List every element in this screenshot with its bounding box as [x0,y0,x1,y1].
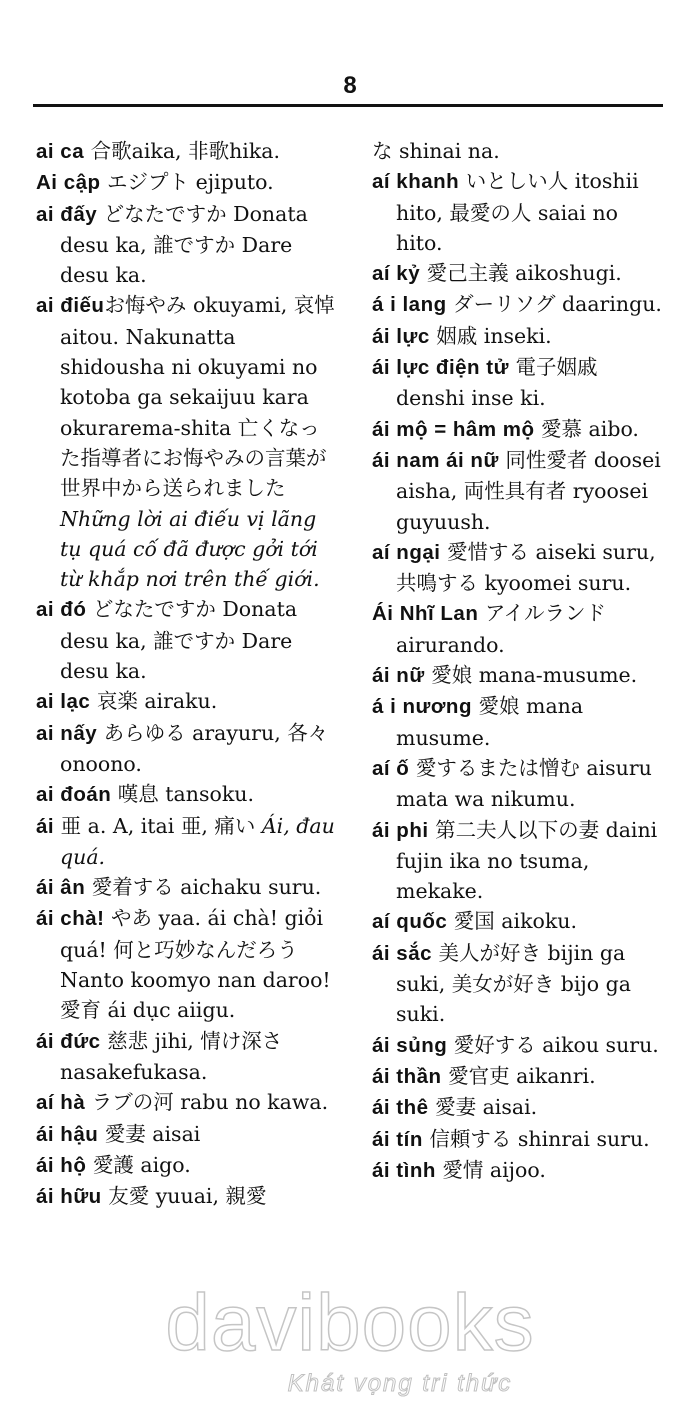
definition: 愛娘 mana-musume. [424,663,638,688]
headword: ái đức [36,1029,101,1053]
definition: 愛娘 mana musume. [396,694,584,750]
definition: 哀楽 airaku. [90,689,218,714]
definition: 愛己主義 aikoshugi. [420,261,622,286]
watermark-slogan: Khát vọng tri thức [287,1370,513,1397]
dictionary-entry [372,445,670,537]
dictionary-entry [36,167,336,198]
definition: 嘆息 tansoku. [111,782,254,807]
headword: ai điếu [36,294,105,318]
headword: aí hà [36,1091,86,1115]
dictionary-entry [36,811,336,873]
dictionary-entry-continued [372,136,670,166]
dictionary-entry [372,321,670,352]
headword: ai đó [36,598,87,622]
definition: 合歌aika, 非歌hika. [84,139,281,163]
definition: 亜 a. A, itai 亜, 痛い [54,813,262,838]
definition: 愛官吏 aikanri. [441,1063,596,1088]
dictionary-entry [372,537,670,599]
dictionary-entry [36,686,336,717]
definition: 信頼する shinrai suru. [422,1126,650,1151]
dictionary-entry [372,1061,670,1092]
dictionary-entry [36,1119,336,1150]
definition: お悔やみ okuyami, 哀悼 aitou. Nakunatta shidousha ni okuyami no kotoba ga sekaijuu kara okurarema-shita 亡くなった指導者にお悔やみの言葉が世界中から送られました [60,293,335,501]
dictionary-entry [372,1030,670,1061]
dictionary-entry [372,598,670,660]
dictionary-entry [36,1087,336,1118]
headword: ái sủng [372,1033,448,1057]
definition: 愛妻 aisai. [428,1095,538,1120]
definition: いとしい人 itoshii hito, 最愛の人 saiai no hito. [396,169,639,255]
definition: 慈悲 jihi, 情け深さ nasakefukasa. [60,1028,283,1084]
right-column [372,136,670,1186]
definition: 姻戚 inseki. [429,323,552,348]
dictionary-entry [36,779,336,810]
example-translation: Những lời ai điếu vị lãng tụ quá cố đã được gởi tới từ khắp nơi trên thế giới. [60,506,320,592]
left-column [36,136,336,1212]
definition: 愛情 aijoo. [435,1157,546,1182]
headword: ái mộ = hâm mộ [372,417,535,441]
headword: ai lạc [36,690,91,714]
definition: 愛するまたは憎む aisuru mata wa nikumu. [396,755,652,812]
dictionary-entry [36,1181,336,1212]
dictionary-entry [372,1092,670,1123]
definition: 第二夫人以下の妻 daini fujin ika no tsuma, mekake. [396,817,658,904]
definition: 愛好する aikou suru. [447,1032,659,1057]
dictionary-entry [36,136,336,167]
headword: ái hộ [36,1153,87,1177]
headword: Ai cập [36,171,101,195]
header-rule [33,104,663,107]
dictionary-entry [372,815,670,907]
headword: ái lực [372,324,430,348]
headword: ái tình [372,1158,436,1182]
definition: 愛妻 aisai [98,1121,201,1146]
dictionary-entry [372,660,670,691]
definition: どなたですか Donata desu ka, 誰ですか Dare desu ka. [60,597,298,684]
dictionary-entry [372,166,670,258]
dictionary-entry [372,289,670,320]
dictionary-entry [36,872,336,903]
headword: aí ngại [372,540,441,564]
dictionary-entry [372,938,670,1030]
dictionary-entry [372,691,670,753]
definition: ラブの河 rabu no kawa. [85,1090,329,1115]
definition: あらゆる arayuru, 各々 onoono. [60,720,329,776]
headword: ái tín [372,1127,423,1151]
dictionary-entry [372,1124,670,1155]
dictionary-entry [36,718,336,780]
definition: どなたですか Donata desu ka, 誰ですか Dare desu ka. [60,201,308,288]
headword: á i lang [372,293,447,317]
dictionary-entry [36,199,336,291]
page-number: 8 [343,72,357,99]
definition: ダーリソグ daaringu. [446,292,662,317]
headword: ái thần [372,1064,442,1088]
headword: aí kỷ [372,262,421,286]
headword: ái thê [372,1096,429,1120]
headword: ái hậu [36,1122,99,1146]
dictionary-entry [372,1155,670,1186]
dictionary-entry [372,906,670,937]
headword: ái ân [36,876,86,900]
headword: ái sắc [372,941,432,965]
definition: な shinai na. [372,139,500,163]
headword: aí quốc [372,910,448,934]
headword: ái lực điện tử [372,356,509,380]
example-translation: Ái, đau quá. [60,813,335,869]
dictionary-entry [372,352,670,414]
headword: ai đấy [36,202,98,226]
definition: アイルランド airurando. [396,601,607,657]
headword: ai đoán [36,783,112,807]
dictionary-entry [36,903,336,1025]
headword: Ái Nhĩ Lan [372,602,479,626]
headword: ái nữ [372,664,425,688]
definition: 愛慕 aibo. [534,416,639,441]
definition: 愛国 aikoku. [447,909,577,934]
headword: aí ố [372,756,410,780]
dictionary-entry [372,414,670,445]
headword: ái hữu [36,1185,102,1209]
dictionary-entry [36,594,336,686]
definition: 友愛 yuuai, 親愛 [101,1184,267,1209]
watermark-logo: davibooks [165,1278,535,1367]
headword: ái [36,814,55,838]
headword: aí khanh [372,170,460,194]
definition: 同性愛者 doosei aisha, 両性具有者 ryoosei guyuush. [396,447,661,534]
dictionary-entry [36,290,336,594]
dictionary-entry [36,1150,336,1181]
definition: 愛着する aichaku suru. [85,875,322,900]
definition: 電子姻戚 denshi inse ki. [396,355,598,411]
definition: エジプト ejiputo. [100,170,274,195]
headword: ai nấy [36,721,98,745]
definition: やあ yaa. ái chà! giỏi quá! 何と巧妙なんだろう Nanto koomyo nan daroo! 愛育 ái dục aiigu. [60,906,331,1023]
definition: 愛護 aigo. [86,1152,191,1177]
dictionary-entry [372,258,670,289]
headword: ái phi [372,818,429,842]
definition: 愛惜する aiseki suru, 共鳴する kyoomei suru. [396,539,656,596]
headword: ái chà! [36,907,105,931]
dictionary-entry [372,753,670,815]
headword: ái nam ái nữ [372,448,499,472]
definition: 美人が好き bijin ga suki, 美女が好き bijo ga suki. [396,940,631,1027]
headword: á i nương [372,695,472,719]
dictionary-entry [36,1026,336,1088]
headword: ai ca [36,140,85,163]
